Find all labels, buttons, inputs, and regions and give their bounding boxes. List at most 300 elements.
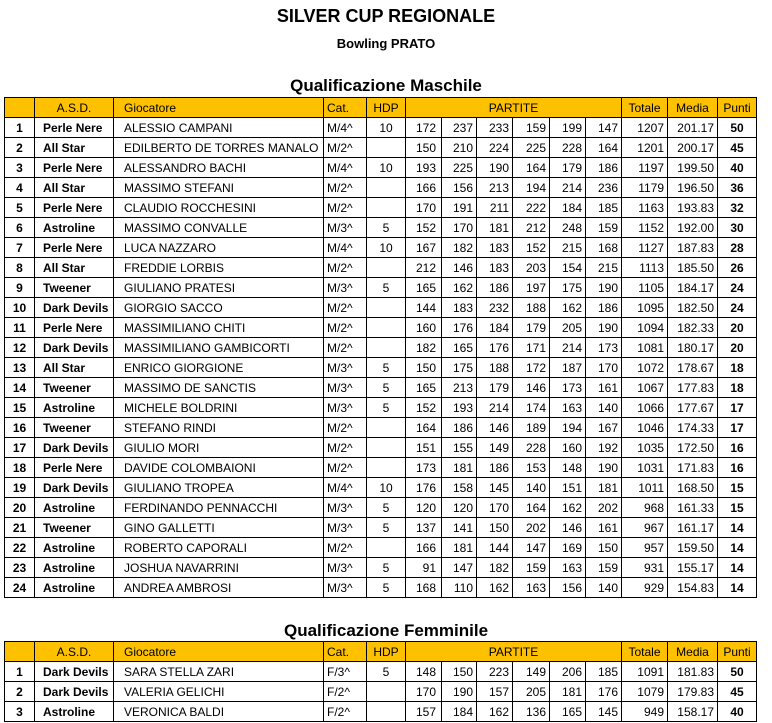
game-6-cell: 140 — [586, 578, 622, 598]
header-games: PARTITE — [406, 642, 622, 662]
category-cell: M/4^ — [324, 118, 367, 138]
game-5-cell: 160 — [550, 438, 586, 458]
game-1-cell: 164 — [406, 418, 442, 438]
total-cell: 1046 — [622, 418, 668, 438]
category-cell: M/3^ — [324, 578, 367, 598]
header-cat: Cat. — [324, 642, 367, 662]
player-name-cell: SARA STELLA ZARI — [114, 662, 324, 682]
game-1-cell: 150 — [406, 138, 442, 158]
rank-cell: 20 — [5, 498, 35, 518]
game-4-cell: 164 — [513, 158, 550, 178]
points-cell: 50 — [718, 118, 757, 138]
player-name-cell: GIULIANO PRATESI — [114, 278, 324, 298]
game-5-cell: 181 — [550, 682, 586, 702]
category-cell: M/3^ — [324, 378, 367, 398]
game-2-cell: 156 — [442, 178, 477, 198]
points-cell: 17 — [718, 418, 757, 438]
game-6-cell: 176 — [586, 682, 622, 702]
header-cat: Cat. — [324, 98, 367, 118]
category-cell: F/3^ — [324, 662, 367, 682]
team-cell: Perle Nere — [35, 458, 114, 478]
game-1-cell: 150 — [406, 358, 442, 378]
game-5-cell: 205 — [550, 318, 586, 338]
game-1-cell: 151 — [406, 438, 442, 458]
player-name-cell: CLAUDIO ROCCHESINI — [114, 198, 324, 218]
total-cell: 1031 — [622, 458, 668, 478]
handicap-cell: 5 — [367, 218, 406, 238]
header-hdp: HDP — [367, 642, 406, 662]
game-4-cell: 159 — [513, 118, 550, 138]
player-name-cell: MASSIMILIANO GAMBICORTI — [114, 338, 324, 358]
category-cell: M/3^ — [324, 358, 367, 378]
game-5-cell: 173 — [550, 378, 586, 398]
game-2-cell: 225 — [442, 158, 477, 178]
points-cell: 50 — [718, 662, 757, 682]
average-cell: 185.50 — [668, 258, 718, 278]
points-cell: 32 — [718, 198, 757, 218]
game-4-cell: 225 — [513, 138, 550, 158]
game-2-cell: 181 — [442, 458, 477, 478]
game-1-cell: 137 — [406, 518, 442, 538]
total-cell: 1197 — [622, 158, 668, 178]
game-6-cell: 161 — [586, 378, 622, 398]
header-player: Giocatore — [114, 642, 324, 662]
points-cell: 24 — [718, 278, 757, 298]
rank-cell: 3 — [5, 702, 35, 722]
average-cell: 168.50 — [668, 478, 718, 498]
average-cell: 196.50 — [668, 178, 718, 198]
game-5-cell: 228 — [550, 138, 586, 158]
game-5-cell: 162 — [550, 498, 586, 518]
category-cell: M/2^ — [324, 258, 367, 278]
game-5-cell: 163 — [550, 558, 586, 578]
table-row — [5, 198, 757, 218]
team-cell: Astroline — [35, 538, 114, 558]
average-cell: 154.83 — [668, 578, 718, 598]
category-cell: M/2^ — [324, 538, 367, 558]
total-cell: 1163 — [622, 198, 668, 218]
average-cell: 177.83 — [668, 378, 718, 398]
table-row — [5, 438, 757, 458]
rank-cell: 21 — [5, 518, 35, 538]
category-cell: F/2^ — [324, 682, 367, 702]
handicap-cell: 5 — [367, 498, 406, 518]
team-cell: Dark Devils — [35, 338, 114, 358]
rank-cell: 22 — [5, 538, 35, 558]
table-row — [5, 478, 757, 498]
category-cell: M/2^ — [324, 318, 367, 338]
game-4-cell: 136 — [513, 702, 550, 722]
game-1-cell: 193 — [406, 158, 442, 178]
game-6-cell: 192 — [586, 438, 622, 458]
table-row — [5, 662, 757, 682]
game-1-cell: 144 — [406, 298, 442, 318]
player-name-cell: ROBERTO CAPORALI — [114, 538, 324, 558]
category-cell: M/2^ — [324, 178, 367, 198]
points-cell: 16 — [718, 458, 757, 478]
points-cell: 14 — [718, 538, 757, 558]
rank-cell: 15 — [5, 398, 35, 418]
game-6-cell: 215 — [586, 258, 622, 278]
category-cell: M/4^ — [324, 238, 367, 258]
game-1-cell: 165 — [406, 278, 442, 298]
category-cell: M/3^ — [324, 278, 367, 298]
table-row — [5, 358, 757, 378]
team-cell: Astroline — [35, 498, 114, 518]
game-2-cell: 158 — [442, 478, 477, 498]
table-row — [5, 178, 757, 198]
table-row — [5, 218, 757, 238]
game-1-cell: 170 — [406, 198, 442, 218]
game-4-cell: 222 — [513, 198, 550, 218]
table-row — [5, 318, 757, 338]
average-cell: 174.33 — [668, 418, 718, 438]
header-average: Media — [668, 98, 718, 118]
game-6-cell: 147 — [586, 118, 622, 138]
total-cell: 1201 — [622, 138, 668, 158]
game-5-cell: 151 — [550, 478, 586, 498]
page-subtitle: Bowling PRATO — [336, 36, 436, 51]
team-cell: All Star — [35, 358, 114, 378]
game-2-cell: 181 — [442, 538, 477, 558]
game-3-cell: 188 — [477, 358, 513, 378]
game-3-cell: 186 — [477, 458, 513, 478]
team-cell: All Star — [35, 138, 114, 158]
header-total: Totale — [622, 642, 668, 662]
handicap-cell: 10 — [367, 238, 406, 258]
game-5-cell: 162 — [550, 298, 586, 318]
points-cell: 14 — [718, 558, 757, 578]
category-cell: M/4^ — [324, 158, 367, 178]
rank-cell: 17 — [5, 438, 35, 458]
game-6-cell: 159 — [586, 558, 622, 578]
handicap-cell — [367, 538, 406, 558]
handicap-cell: 5 — [367, 398, 406, 418]
player-name-cell: GIULIANO TROPEA — [114, 478, 324, 498]
rank-cell: 23 — [5, 558, 35, 578]
game-3-cell: 149 — [477, 438, 513, 458]
category-cell: M/3^ — [324, 218, 367, 238]
handicap-cell: 5 — [367, 378, 406, 398]
game-1-cell: 212 — [406, 258, 442, 278]
team-cell: Astroline — [35, 702, 114, 722]
total-cell: 1152 — [622, 218, 668, 238]
game-2-cell: 175 — [442, 358, 477, 378]
team-cell: Tweener — [35, 418, 114, 438]
game-6-cell: 190 — [586, 458, 622, 478]
handicap-cell — [367, 682, 406, 702]
player-name-cell: MASSIMO STEFANI — [114, 178, 324, 198]
game-4-cell: 189 — [513, 418, 550, 438]
rank-cell: 9 — [5, 278, 35, 298]
player-name-cell: FREDDIE LORBIS — [114, 258, 324, 278]
player-name-cell: GIORGIO SACCO — [114, 298, 324, 318]
average-cell: 182.50 — [668, 298, 718, 318]
game-6-cell: 164 — [586, 138, 622, 158]
rank-cell: 24 — [5, 578, 35, 598]
points-cell: 20 — [718, 318, 757, 338]
game-3-cell: 179 — [477, 378, 513, 398]
average-cell: 155.17 — [668, 558, 718, 578]
points-cell: 14 — [718, 578, 757, 598]
total-cell: 1113 — [622, 258, 668, 278]
player-name-cell: EDILBERTO DE TORRES MANALO — [114, 138, 324, 158]
table-row — [5, 278, 757, 298]
game-5-cell: 169 — [550, 538, 586, 558]
player-name-cell: VERONICA BALDI — [114, 702, 324, 722]
header-games: PARTITE — [406, 98, 622, 118]
team-cell: Dark Devils — [35, 662, 114, 682]
table-row — [5, 138, 757, 158]
game-6-cell: 168 — [586, 238, 622, 258]
header-points: Punti — [718, 642, 757, 662]
team-cell: Tweener — [35, 378, 114, 398]
average-cell: 161.33 — [668, 498, 718, 518]
rank-cell: 3 — [5, 158, 35, 178]
points-cell: 40 — [718, 702, 757, 722]
category-cell: M/2^ — [324, 418, 367, 438]
game-1-cell: 152 — [406, 398, 442, 418]
female-standings-table — [4, 641, 757, 722]
total-cell: 949 — [622, 702, 668, 722]
average-cell: 200.17 — [668, 138, 718, 158]
game-3-cell: 170 — [477, 498, 513, 518]
game-6-cell: 140 — [586, 398, 622, 418]
game-4-cell: 163 — [513, 578, 550, 598]
game-5-cell: 199 — [550, 118, 586, 138]
header-pos — [5, 98, 35, 118]
game-3-cell: 162 — [477, 578, 513, 598]
game-4-cell: 159 — [513, 558, 550, 578]
game-2-cell: 210 — [442, 138, 477, 158]
game-6-cell: 167 — [586, 418, 622, 438]
male-standings-table — [4, 97, 757, 598]
points-cell: 45 — [718, 682, 757, 702]
player-name-cell: JOSHUA NAVARRINI — [114, 558, 324, 578]
team-cell: Dark Devils — [35, 298, 114, 318]
game-5-cell: 156 — [550, 578, 586, 598]
category-cell: M/2^ — [324, 138, 367, 158]
game-4-cell: 205 — [513, 682, 550, 702]
total-cell: 931 — [622, 558, 668, 578]
page-title: SILVER CUP REGIONALE — [276, 6, 496, 26]
handicap-cell — [367, 138, 406, 158]
game-3-cell: 233 — [477, 118, 513, 138]
game-5-cell: 206 — [550, 662, 586, 682]
rank-cell: 19 — [5, 478, 35, 498]
table-row — [5, 702, 757, 722]
game-2-cell: 176 — [442, 318, 477, 338]
game-2-cell: 193 — [442, 398, 477, 418]
team-cell: Tweener — [35, 278, 114, 298]
game-5-cell: 214 — [550, 338, 586, 358]
game-2-cell: 170 — [442, 218, 477, 238]
game-1-cell: 176 — [406, 478, 442, 498]
game-1-cell: 152 — [406, 218, 442, 238]
points-cell: 15 — [718, 498, 757, 518]
game-4-cell: 153 — [513, 458, 550, 478]
game-2-cell: 162 — [442, 278, 477, 298]
game-4-cell: 212 — [513, 218, 550, 238]
game-3-cell: 224 — [477, 138, 513, 158]
game-6-cell: 185 — [586, 198, 622, 218]
player-name-cell: ALESSIO CAMPANI — [114, 118, 324, 138]
total-cell: 1035 — [622, 438, 668, 458]
average-cell: 184.17 — [668, 278, 718, 298]
player-name-cell: FERDINANDO PENNACCHI — [114, 498, 324, 518]
game-5-cell: 248 — [550, 218, 586, 238]
handicap-cell: 5 — [367, 518, 406, 538]
category-cell: M/2^ — [324, 438, 367, 458]
game-2-cell: 191 — [442, 198, 477, 218]
game-5-cell: 175 — [550, 278, 586, 298]
category-cell: M/4^ — [324, 478, 367, 498]
rank-cell: 14 — [5, 378, 35, 398]
rank-cell: 16 — [5, 418, 35, 438]
game-2-cell: 110 — [442, 578, 477, 598]
total-cell: 968 — [622, 498, 668, 518]
female-section-title: Qualificazione Femminile — [283, 621, 489, 640]
game-2-cell: 213 — [442, 378, 477, 398]
game-4-cell: 171 — [513, 338, 550, 358]
player-name-cell: LUCA NAZZARO — [114, 238, 324, 258]
team-cell: Perle Nere — [35, 318, 114, 338]
total-cell: 1127 — [622, 238, 668, 258]
team-cell: Perle Nere — [35, 198, 114, 218]
table-row — [5, 118, 757, 138]
category-cell: M/3^ — [324, 498, 367, 518]
points-cell: 45 — [718, 138, 757, 158]
points-cell: 15 — [718, 478, 757, 498]
rank-cell: 7 — [5, 238, 35, 258]
average-cell: 178.67 — [668, 358, 718, 378]
game-5-cell: 184 — [550, 198, 586, 218]
game-4-cell: 140 — [513, 478, 550, 498]
average-cell: 171.83 — [668, 458, 718, 478]
table-row — [5, 158, 757, 178]
game-3-cell: 232 — [477, 298, 513, 318]
game-2-cell: 146 — [442, 258, 477, 278]
player-name-cell: MASSIMO CONVALLE — [114, 218, 324, 238]
game-1-cell: 182 — [406, 338, 442, 358]
table-row — [5, 498, 757, 518]
total-cell: 1079 — [622, 682, 668, 702]
average-cell: 180.17 — [668, 338, 718, 358]
rank-cell: 1 — [5, 118, 35, 138]
total-cell: 1066 — [622, 398, 668, 418]
game-2-cell: 165 — [442, 338, 477, 358]
game-3-cell: 184 — [477, 318, 513, 338]
table-header-row — [5, 642, 757, 662]
team-cell: Astroline — [35, 218, 114, 238]
table-row — [5, 298, 757, 318]
game-2-cell: 183 — [442, 298, 477, 318]
points-cell: 40 — [718, 158, 757, 178]
points-cell: 26 — [718, 258, 757, 278]
game-1-cell: 167 — [406, 238, 442, 258]
game-3-cell: 213 — [477, 178, 513, 198]
game-2-cell: 147 — [442, 558, 477, 578]
handicap-cell: 5 — [367, 558, 406, 578]
game-1-cell: 166 — [406, 178, 442, 198]
handicap-cell — [367, 702, 406, 722]
handicap-cell: 5 — [367, 578, 406, 598]
average-cell: 179.83 — [668, 682, 718, 702]
game-4-cell: 197 — [513, 278, 550, 298]
total-cell: 1179 — [622, 178, 668, 198]
team-cell: Tweener — [35, 518, 114, 538]
rank-cell: 11 — [5, 318, 35, 338]
game-4-cell: 203 — [513, 258, 550, 278]
game-3-cell: 182 — [477, 558, 513, 578]
game-3-cell: 150 — [477, 518, 513, 538]
rank-cell: 18 — [5, 458, 35, 478]
average-cell: 192.00 — [668, 218, 718, 238]
player-name-cell: GIULIO MORI — [114, 438, 324, 458]
game-5-cell: 163 — [550, 398, 586, 418]
game-3-cell: 183 — [477, 258, 513, 278]
game-6-cell: 181 — [586, 478, 622, 498]
game-3-cell: 162 — [477, 702, 513, 722]
game-2-cell: 182 — [442, 238, 477, 258]
game-2-cell: 184 — [442, 702, 477, 722]
game-2-cell: 155 — [442, 438, 477, 458]
header-asd: A.S.D. — [35, 642, 114, 662]
player-name-cell: MASSIMILIANO CHITI — [114, 318, 324, 338]
handicap-cell — [367, 198, 406, 218]
handicap-cell — [367, 178, 406, 198]
team-cell: All Star — [35, 258, 114, 278]
player-name-cell: ALESSANDRO BACHI — [114, 158, 324, 178]
male-section-title: Qualificazione Maschile — [290, 76, 482, 95]
game-3-cell: 186 — [477, 278, 513, 298]
team-cell: Dark Devils — [35, 682, 114, 702]
game-1-cell: 148 — [406, 662, 442, 682]
game-6-cell: 173 — [586, 338, 622, 358]
game-3-cell: 181 — [477, 218, 513, 238]
game-5-cell: 187 — [550, 358, 586, 378]
points-cell: 18 — [718, 358, 757, 378]
game-6-cell: 186 — [586, 298, 622, 318]
team-cell: Dark Devils — [35, 478, 114, 498]
category-cell: M/2^ — [324, 198, 367, 218]
points-cell: 18 — [718, 378, 757, 398]
game-4-cell: 152 — [513, 238, 550, 258]
game-2-cell: 237 — [442, 118, 477, 138]
handicap-cell: 5 — [367, 278, 406, 298]
game-4-cell: 149 — [513, 662, 550, 682]
game-1-cell: 168 — [406, 578, 442, 598]
game-4-cell: 174 — [513, 398, 550, 418]
game-4-cell: 202 — [513, 518, 550, 538]
points-cell: 17 — [718, 398, 757, 418]
game-5-cell: 165 — [550, 702, 586, 722]
game-3-cell: 146 — [477, 418, 513, 438]
team-cell: All Star — [35, 178, 114, 198]
category-cell: M/3^ — [324, 558, 367, 578]
game-6-cell: 236 — [586, 178, 622, 198]
total-cell: 967 — [622, 518, 668, 538]
game-3-cell: 176 — [477, 338, 513, 358]
header-points: Punti — [718, 98, 757, 118]
header-asd: A.S.D. — [35, 98, 114, 118]
game-4-cell: 172 — [513, 358, 550, 378]
points-cell: 28 — [718, 238, 757, 258]
game-3-cell: 145 — [477, 478, 513, 498]
table-row — [5, 238, 757, 258]
table-row — [5, 558, 757, 578]
average-cell: 187.83 — [668, 238, 718, 258]
